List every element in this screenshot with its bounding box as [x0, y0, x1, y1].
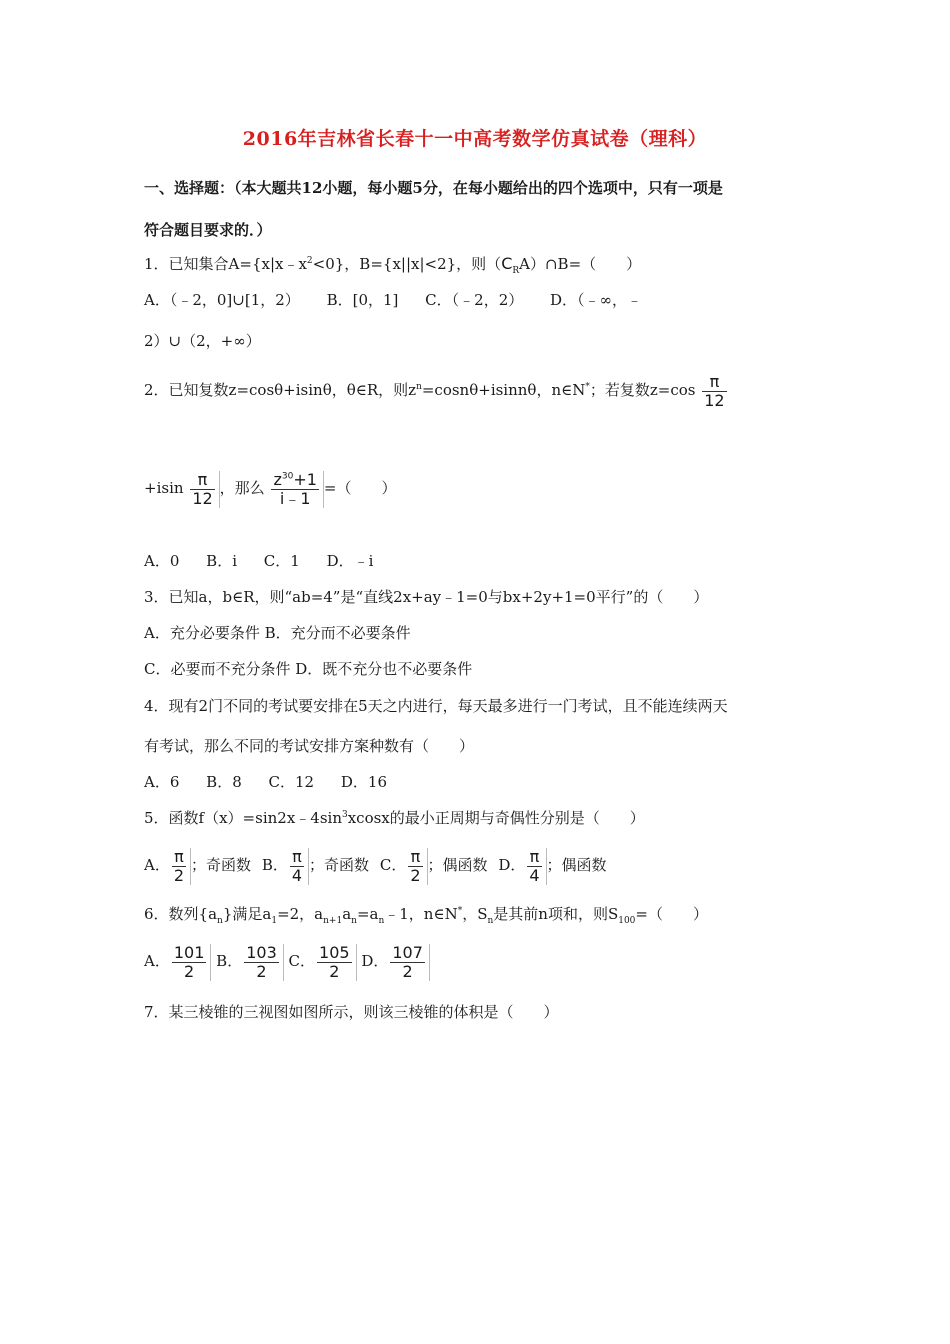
- q4-option-d[interactable]: D．16: [340, 773, 388, 791]
- q1-option-d[interactable]: D．（﹣∞，﹣: [550, 291, 643, 309]
- q6-b-fraction: $\frac{103}{2}$: [242, 944, 284, 981]
- document-title: 2016年吉林省长春十一中高考数学仿真试卷（理科）: [242, 128, 708, 150]
- question-1-stem: 1．已知集合$A=\{x|x﹣x^2<0\}$，B={x||x|<2}，则$(C_RA)\cap B=$（ ）: [144, 254, 642, 276]
- q6-option-b[interactable]: B． $\frac{103}{2}$: [216, 939, 284, 983]
- q6-c-fraction: $\frac{105}{2}$: [315, 944, 357, 981]
- section-header-line1: 一、选择题：（本大题共12小题，每小题5分，在每小题给出的四个选项中，只有一项是: [144, 179, 723, 197]
- question-2-stem-line2: +isin $\frac{\pi}{12}$ ，那么 $\frac{z^{30}+1}{i﹣1}$ =（ ）: [144, 469, 397, 508]
- q6-d-fraction: $\frac{107}{2}$: [388, 944, 430, 981]
- q4-option-c[interactable]: C．12: [268, 773, 315, 791]
- question-3-stem: 3．已知a，b∈R，则“ab=4”是“直线2x+ay﹣1=0与bx+2y+1=0平行”的（ ）: [144, 588, 709, 606]
- question-1-options: [144, 290, 664, 310]
- q1-option-c[interactable]: C．（﹣2，2）: [425, 291, 524, 309]
- question-6-stem: 6．数列$\{a_n\}$满足$a_1=2$，$a_{n+1}a_n=a_n﹣1$，n∈N*，$S_n$是其前n项和，则$S_{100}=$（ ）: [144, 905, 708, 926]
- q1-option-b[interactable]: B．[0，1]: [326, 291, 399, 309]
- q6-option-a[interactable]: A． $\frac{101}{2}$: [144, 939, 211, 983]
- q5-d-fraction: $\frac{\pi}{4}$: [525, 848, 546, 885]
- q2-option-c[interactable]: C．1: [263, 552, 300, 570]
- q5-option-c[interactable]: C． $\frac{\pi}{2}$ ；偶函数: [379, 846, 488, 885]
- complement-symbol: C: [501, 254, 513, 273]
- q5-option-a[interactable]: A． $\frac{\pi}{2}$ ；奇函数: [144, 846, 252, 885]
- question-4-options: [144, 772, 409, 792]
- question-4-stem-line2: 有考试，那么不同的考试安排方案种数有（ ）: [144, 737, 475, 755]
- q3-options-ab[interactable]: A．充分必要条件 B．充分而不必要条件: [144, 624, 411, 642]
- q5-b-fraction: $\frac{\pi}{4}$: [288, 848, 309, 885]
- question-5-options: [144, 842, 607, 887]
- q2-option-a[interactable]: A．0: [144, 552, 180, 570]
- section-header-line2: 符合题目要求的．）: [144, 221, 272, 239]
- question-4-stem-line1: 4．现有2门不同的考试要安排在5天之内进行，每天最多进行一门考试，且不能连续两天: [144, 697, 728, 715]
- q6-option-c[interactable]: C． $\frac{105}{2}$: [289, 939, 357, 983]
- question-5-stem: 5．函数$f(x)=\sin 2x﹣4\sin^3xcosx$的最小正周期与奇偶性分别是（ ）: [144, 809, 645, 827]
- question-2-options: [144, 551, 395, 571]
- question-2-stem: 2．已知复数z=cosθ+isinθ，θ∈R，则$z^n=\cos n\theta+isinn\theta$，n∈N*；若复数z=cos $\frac{\pi}{12}$: [144, 370, 731, 410]
- q5-c-fraction: $\frac{\pi}{2}$: [406, 848, 427, 885]
- q2-option-d[interactable]: D．﹣i: [326, 552, 374, 570]
- q5-a-fraction: $\frac{\pi}{2}$: [170, 848, 191, 885]
- q4-option-a[interactable]: A．6: [144, 773, 180, 791]
- q6-a-fraction: $\frac{101}{2}$: [170, 944, 212, 981]
- question-6-options: [144, 938, 430, 983]
- question-1-option-d-continued: 2）∪（2，+∞）: [144, 332, 261, 350]
- q1-option-a[interactable]: A．（﹣2，0]∪[1，2）: [144, 291, 300, 309]
- q2-option-b[interactable]: B．i: [206, 552, 237, 570]
- complex-expression-fraction: $\frac{z^{30}+1}{i﹣1}$: [269, 471, 323, 508]
- q4-option-b[interactable]: B．8: [206, 773, 242, 791]
- pi-over-12-fraction-2: $\frac{\pi}{12}$: [188, 471, 219, 508]
- question-7-stem: 7．某三棱锥的三视图如图所示，则该三棱锥的体积是（ ）: [144, 1003, 559, 1021]
- q5-option-d[interactable]: D． $\frac{\pi}{4}$ ；偶函数: [498, 846, 607, 885]
- q3-options-cd[interactable]: C．必要而不充分条件 D．既不充分也不必要条件: [144, 660, 473, 678]
- q6-option-d[interactable]: D． $\frac{107}{2}$: [361, 939, 430, 983]
- q5-option-b[interactable]: B． $\frac{\pi}{4}$ ；奇函数: [261, 846, 370, 885]
- pi-over-12-fraction: $\frac{\pi}{12}$: [704, 371, 725, 410]
